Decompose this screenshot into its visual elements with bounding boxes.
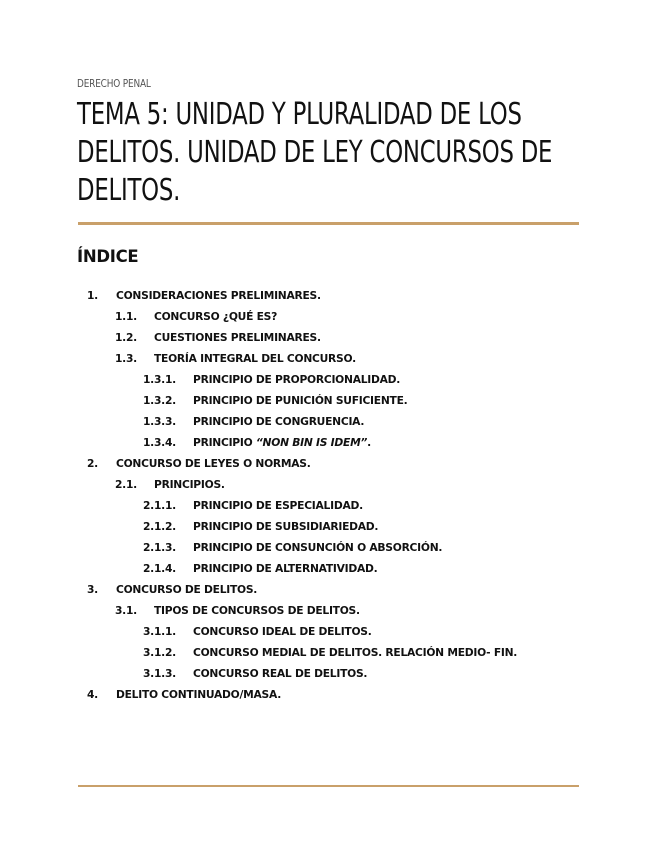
index-heading: ÍNDICE xyxy=(77,247,139,266)
toc-item-number: 4. xyxy=(87,688,98,701)
toc-item-number: 1.3.4. xyxy=(143,436,176,449)
toc-item xyxy=(0,413,655,434)
toc-item-text: PRINCIPIOS. xyxy=(154,478,225,491)
toc-item xyxy=(0,560,655,581)
toc-item xyxy=(0,434,655,455)
toc-item-text: PRINCIPIO DE PUNICIÓN SUFICIENTE. xyxy=(193,394,408,407)
toc-item-number: 1. xyxy=(87,289,98,302)
toc-item-text: CONSIDERACIONES PRELIMINARES. xyxy=(116,289,321,302)
toc-item-text: TEORÍA INTEGRAL DEL CONCURSO. xyxy=(154,352,356,365)
toc-item xyxy=(0,476,655,497)
toc-item xyxy=(0,665,655,686)
toc-item-text-prefix: PRINCIPIO xyxy=(193,436,256,449)
title-divider xyxy=(78,222,579,225)
subject-label: DERECHO PENAL xyxy=(77,78,151,90)
toc-item-number: 1.1. xyxy=(115,310,137,323)
toc-item-text: PRINCIPIO DE ALTERNATIVIDAD. xyxy=(193,562,378,575)
footer-divider xyxy=(78,785,579,787)
toc-item-text xyxy=(193,436,371,449)
toc-item-text: CONCURSO DE DELITOS. xyxy=(116,583,258,596)
toc-item-text: PRINCIPIO DE PROPORCIONALIDAD. xyxy=(193,373,401,386)
toc-item-number: 2.1.4. xyxy=(143,562,176,575)
toc-item-text: PRINCIPIO DE CONGRUENCIA. xyxy=(193,415,365,428)
table-of-contents xyxy=(0,287,655,707)
page-title xyxy=(77,96,553,210)
toc-item xyxy=(0,329,655,350)
toc-item xyxy=(0,371,655,392)
toc-item xyxy=(0,518,655,539)
title-line-3: DELITOS. xyxy=(77,173,181,208)
toc-item-number: 1.3.2. xyxy=(143,394,176,407)
toc-item-number: 1.3. xyxy=(115,352,137,365)
toc-item xyxy=(0,623,655,644)
toc-item-number: 2.1.1. xyxy=(143,499,176,512)
toc-item xyxy=(0,392,655,413)
toc-item-text-suffix: . xyxy=(367,436,371,449)
toc-item-number: 1.2. xyxy=(115,331,137,344)
toc-item xyxy=(0,581,655,602)
toc-item-text: PRINCIPIO DE ESPECIALIDAD. xyxy=(193,499,363,512)
toc-item xyxy=(0,686,655,707)
toc-item-number: 3.1.2. xyxy=(143,646,176,659)
toc-item-number: 3.1.3. xyxy=(143,667,176,680)
toc-item xyxy=(0,455,655,476)
toc-item xyxy=(0,644,655,665)
toc-item xyxy=(0,602,655,623)
toc-item-text: PRINCIPIO DE CONSUNCIÓN O ABSORCIÓN. xyxy=(193,541,443,554)
toc-item-text: CONCURSO MEDIAL DE DELITOS. RELACIÓN MEDIO- FIN. xyxy=(193,646,518,659)
toc-item-number: 3. xyxy=(87,583,98,596)
toc-item-text: DELITO CONTINUADO/MASA. xyxy=(116,688,282,701)
toc-item xyxy=(0,497,655,518)
toc-item-text: CONCURSO REAL DE DELITOS. xyxy=(193,667,368,680)
toc-item-number: 2.1. xyxy=(115,478,137,491)
toc-item-text-italic: “NON BIN IS IDEM” xyxy=(255,436,368,449)
toc-item-text: PRINCIPIO DE SUBSIDIARIEDAD. xyxy=(193,520,379,533)
title-line-1: TEMA 5: UNIDAD Y PLURALIDAD DE LOS xyxy=(77,97,522,132)
toc-item xyxy=(0,539,655,560)
title-line-2: DELITOS. UNIDAD DE LEY CONCURSOS DE xyxy=(77,135,553,170)
toc-item-number: 1.3.1. xyxy=(143,373,176,386)
toc-item xyxy=(0,287,655,308)
toc-item-text: TIPOS DE CONCURSOS DE DELITOS. xyxy=(154,604,360,617)
toc-item-text: CUESTIONES PRELIMINARES. xyxy=(154,331,321,344)
toc-item-number: 3.1.1. xyxy=(143,625,176,638)
toc-item-number: 2.1.2. xyxy=(143,520,176,533)
toc-item-number: 3.1. xyxy=(115,604,137,617)
toc-item xyxy=(0,350,655,371)
toc-item-number: 2. xyxy=(87,457,98,470)
toc-item-text: CONCURSO DE LEYES O NORMAS. xyxy=(116,457,311,470)
toc-item-text: CONCURSO IDEAL DE DELITOS. xyxy=(193,625,372,638)
toc-item xyxy=(0,308,655,329)
toc-item-number: 1.3.3. xyxy=(143,415,176,428)
toc-item-number: 2.1.3. xyxy=(143,541,176,554)
toc-item-text: CONCURSO ¿QUÉ ES? xyxy=(154,310,278,323)
